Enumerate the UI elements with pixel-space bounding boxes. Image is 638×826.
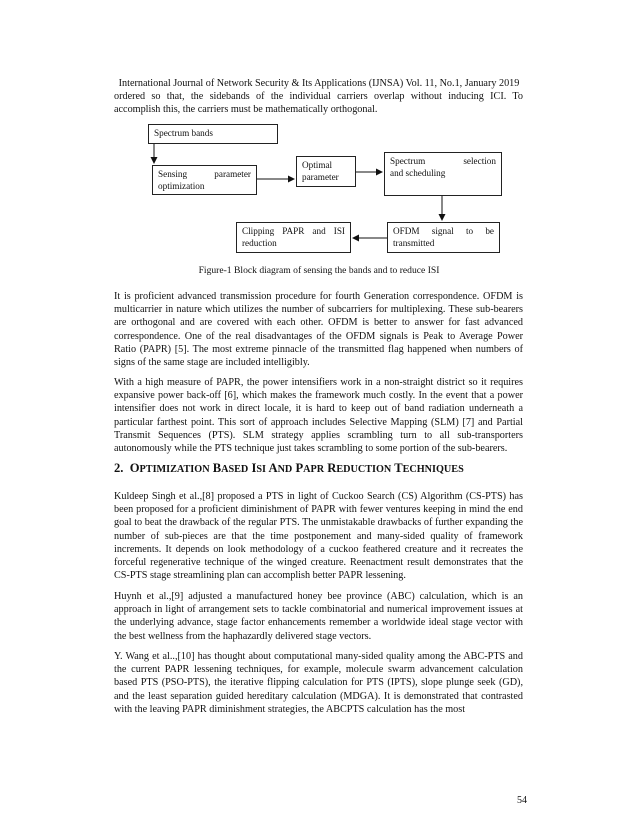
heading-word-7-cap: T bbox=[394, 461, 403, 475]
journal-header: International Journal of Network Security & Its Applications (IJNSA) Vol. 11, No.1, January 2019 bbox=[118, 78, 520, 89]
box-clipping-line1: Clipping PAPR and ISI bbox=[242, 226, 345, 236]
page-number: 54 bbox=[517, 795, 527, 806]
heading-word-7-rest: ECHNIQUES bbox=[402, 464, 464, 475]
heading-word-2-rest: ASED bbox=[221, 464, 249, 475]
heading-word-5-cap: P bbox=[295, 461, 304, 475]
box-ofdm-line1: OFDM signal to be bbox=[393, 226, 494, 236]
box-spectrum-bands-label: Spectrum bands bbox=[154, 128, 213, 138]
box-sensing-line1: Sensing parameter bbox=[158, 169, 251, 179]
paragraph-kuldeep: Kuldeep Singh et al.,[8] proposed a PTS in light of Cuckoo Search (CS) Algorithm (CS-PTS) has been proposed for a proficient diminishment of PAPR with fewer ventures keeping in mind the end goal to beat the drawback of the regular PTS. The unmistakable drawbacks of further expanding the number of sub-pieces are that the time postponement and many-sided quality of framework increments. It depends on look methodology of a cuckoo feathered creature and it recreates the forceful regenerative technique of the winged creature. Reenactment result demonstrates that the CS-PTS stage streamlining plan can accomplish better PAPR lessening. bbox=[114, 491, 523, 582]
heading-word-6-cap: R bbox=[327, 461, 337, 475]
box-spectrum-selection-line2: and scheduling bbox=[390, 167, 446, 178]
box-ofdm-line2: transmitted bbox=[393, 237, 435, 248]
intro-paragraph: ordered so that, the sidebands of the individual carriers overlap without inducing ICI. To accomplish this, the carriers must be mathematically orthogonal. bbox=[114, 91, 523, 116]
paragraph-wang: Y. Wang et al..,[10] has thought about computational many-sided quality among the ABC-PTS and the current PAPR lessening techniques, for example, molecule swarm advancement calculation based PTS (PSO-PTS), the iterative flipping calculation for PTS (IPTS), slope plunge seek (GD), and the least separation guided hereditary calculation (MDGA). It is demonstrated that contrasted with the leaving PAPR diminishment strategies, the ABCPTS calculation has the most bbox=[114, 651, 523, 715]
figure-caption: Figure-1 Block diagram of sensing the bands and to reduce ISI bbox=[198, 265, 440, 276]
section-heading bbox=[114, 461, 534, 476]
heading-word-1-rest: PTIMIZATION bbox=[139, 464, 210, 475]
heading-word-6-rest: EDUCTION bbox=[336, 464, 392, 475]
box-optimal-line2: parameter bbox=[302, 171, 339, 182]
box-optimal-line1: Optimal bbox=[302, 160, 333, 170]
paragraph-ofdm: It is proficient advanced transmission procedure for fourth Generation correspondence. OFDM is multicarrier in nature which utilizes the number of subcarriers for multiplexing. These sub-bearers are orthogonal and are covered with each other. OFDM is better to answer for fast advanced correspondence. One of the real disadvantages of the OFDM signals is Peak to Average Power Ratio (PAPR) [5]. The most extreme pinnacle of the transmitted flag happened when numbers of signs of the same stage are included intelligibly. bbox=[114, 291, 523, 369]
heading-word-3-cap: I bbox=[251, 461, 257, 475]
paragraph-papr: With a high measure of PAPR, the power intensifiers work in a non-straight district so it requires expansive power back-off [6], which makes the framework much costly. In the event that a power intensifier does not work in direct locale, it is hard to keep out of band radiation underneath a particular farthest point. This sort of approach includes Selective Mapping (SLM) [7] and Partial Transmit Sequences (PTS). SLM strategy applies scrambling turn to all sub-transporters autonomously while the PTS technique just takes scrambling to some portion of the sub-bearers. bbox=[114, 377, 523, 455]
heading-word-2-cap: B bbox=[212, 461, 222, 475]
section-number: 2. bbox=[114, 461, 124, 475]
heading-word-5-rest: APR bbox=[303, 464, 325, 475]
heading-word-4-rest: ND bbox=[277, 464, 293, 475]
box-clipping-line2: reduction bbox=[242, 237, 277, 248]
box-sensing-line2: optimization bbox=[158, 180, 205, 191]
paragraph-huynh: Huynh et al.,[9] adjusted a manufactured honey bee province (ABC) calculation, which is an approach in light of arrangement sets to tackle combinatorial and numerical improvement issues at the underlying advance, stage factor enhancements remember a worldwide ideal stage vector with the best wellness from the haphazardly delivered stage vectors. bbox=[114, 591, 523, 642]
heading-word-3-rest: SI bbox=[256, 464, 266, 475]
heading-word-1-cap: O bbox=[129, 461, 140, 475]
heading-word-4-cap: A bbox=[268, 461, 278, 475]
box-spectrum-selection-line1: Spectrum selection bbox=[390, 156, 496, 166]
